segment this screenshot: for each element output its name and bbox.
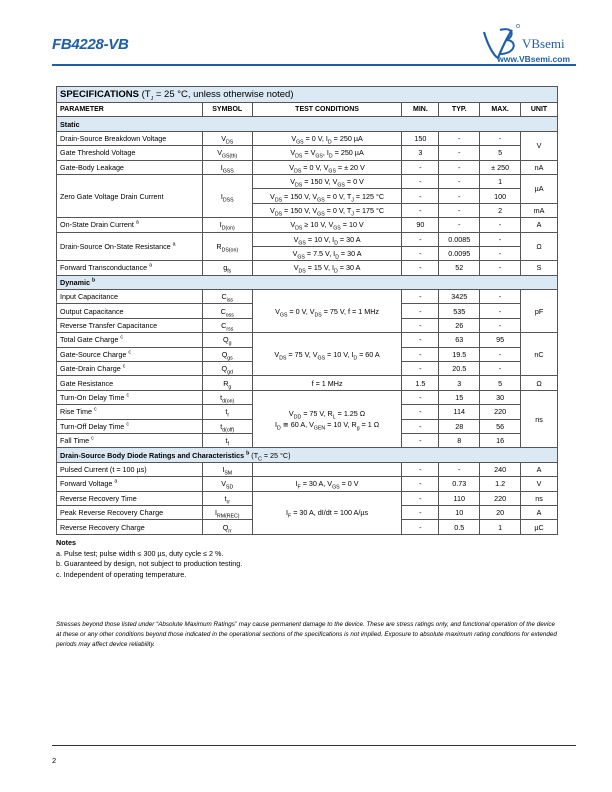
table-cell: Reverse Recovery Charge	[57, 520, 203, 534]
part-number: FB4228-VB	[52, 36, 129, 53]
table-cell: A	[521, 505, 558, 519]
table-cell: -	[402, 505, 439, 519]
table-cell: ns	[521, 491, 558, 505]
table-cell: -	[480, 232, 521, 246]
brand-text: VBsemi	[522, 36, 565, 51]
table-row	[57, 174, 558, 188]
table-cell: Drain-Source Breakdown Voltage	[57, 131, 203, 145]
table-cell: Drain-Source On-State Resistance $^a$	[57, 232, 203, 261]
table-cell: $I_{RM(REC)}$	[202, 505, 252, 519]
table-cell: Turn-Off Delay Time $^c$	[57, 419, 203, 433]
section-static	[57, 117, 558, 131]
table-cell: Forward Voltage $^a$	[57, 477, 203, 491]
table-cell: $I_F = 30$ A, dI/dt = 100 A/µs	[252, 491, 402, 534]
table-cell: 220	[480, 405, 521, 419]
table-cell: Gate-Drain Charge $^c$	[57, 362, 203, 376]
table-cell: -	[402, 203, 439, 217]
table-cell: Gate-Source Charge $^c$	[57, 347, 203, 361]
table-cell: -	[402, 189, 439, 203]
table-cell: µA	[521, 174, 558, 203]
table-cell: -	[402, 477, 439, 491]
table-cell: Gate Resistance	[57, 376, 203, 390]
table-cell: -	[439, 174, 480, 188]
table-cell: µC	[521, 520, 558, 534]
table-cell: $V_{GS} = 7.5$ V, $I_D = 30$ A	[252, 246, 402, 260]
table-cell: mA	[521, 203, 558, 217]
table-row	[57, 462, 558, 476]
table-cell: $C_{rss}$	[202, 318, 252, 332]
table-title-row	[57, 87, 558, 103]
table-cell: -	[402, 232, 439, 246]
note-c: c. Independent of operating temperature.	[56, 569, 187, 579]
table-row	[57, 333, 558, 347]
table-cell: Peak Reverse Recovery Charge	[57, 505, 203, 519]
table-cell: 114	[439, 405, 480, 419]
table-cell: 2	[480, 203, 521, 217]
table-row	[57, 160, 558, 174]
table-cell: $Q_{gd}$	[202, 362, 252, 376]
table-cell: 1	[480, 174, 521, 188]
table-cell: 5	[480, 376, 521, 390]
table-cell: $V_{DS} = 0$ V, $V_{GS}$ = ± 20 V	[252, 160, 402, 174]
table-cell: 63	[439, 333, 480, 347]
table-cell: 150	[402, 131, 439, 145]
table-cell: A	[521, 218, 558, 232]
table-cell: Forward Transconductance $^a$	[57, 261, 203, 275]
table-cell: -	[402, 362, 439, 376]
table-cell: 26	[439, 318, 480, 332]
table-cell: 110	[439, 491, 480, 505]
col-typ: TYP.	[439, 103, 480, 117]
table-cell: -	[402, 419, 439, 433]
table-cell: -	[480, 304, 521, 318]
table-cell: $V_{GS} = 0$ V, $V_{DS} = 75$ V, f = 1 MHz	[252, 290, 402, 333]
table-cell: -	[402, 261, 439, 275]
header-divider	[52, 64, 576, 66]
table-row	[57, 491, 558, 505]
table-cell: 0.0095	[439, 246, 480, 260]
stress-disclaimer: Stresses beyond those listed under “Absolute Maximum Ratings” may cause permanent damage to the device. These are stress ratings only, and functional operation of the device at these or any other conditions beyond those indicated in the operational sections of the specifications is not implied. Exposure to absolute maximum rating conditions for extended periods may affect device reliability.	[56, 621, 557, 648]
table-cell: -	[439, 203, 480, 217]
table-cell: 5	[480, 146, 521, 160]
table-cell: $I_{D(on)}$	[202, 218, 252, 232]
table-cell: 16	[480, 433, 521, 447]
table-cell: Reverse Transfer Capacitance	[57, 318, 203, 332]
table-cell: $V_{DS} \ge 10$ V, $V_{GS} = 10$ V	[252, 218, 402, 232]
note-b: b. Guaranteed by design, not subject to production testing.	[56, 559, 243, 568]
table-cell: 0.0085	[439, 232, 480, 246]
table-cell: $R_{DS(on)}$	[202, 232, 252, 261]
table-cell: $V_{DS}$	[202, 131, 252, 145]
table-cell: 1.2	[480, 477, 521, 491]
table-cell: V	[521, 477, 558, 491]
table-cell: -	[439, 160, 480, 174]
col-unit: UNIT	[521, 103, 558, 117]
table-cell: Pulsed Current (t = 100 µs)	[57, 462, 203, 476]
table-cell: $C_{iss}$	[202, 290, 252, 304]
table-cell: $V_{DS} = 150$ V, $V_{GS} = 0$ V	[252, 174, 402, 188]
table-cell	[252, 462, 402, 476]
table-cell: -	[402, 304, 439, 318]
table-cell: pF	[521, 290, 558, 333]
col-test-conditions: TEST CONDITIONS	[252, 103, 402, 117]
table-row	[57, 131, 558, 145]
table-cell: -	[480, 347, 521, 361]
table-row	[57, 290, 558, 304]
table-cell: -	[439, 131, 480, 145]
table-cell: $V_{SD}$	[202, 477, 252, 491]
table-row	[57, 477, 558, 491]
table-cell: Static	[57, 117, 558, 131]
table-cell: 90	[402, 218, 439, 232]
table-cell: $V_{DS} = 150$ V, $V_{GS} = 0$ V, $T_J = 175$ °C	[252, 203, 402, 217]
table-cell: $C_{oss}$	[202, 304, 252, 318]
table-cell: 8	[439, 433, 480, 447]
table-cell: $t_{d(off)}$	[202, 419, 252, 433]
table-cell: $t_{d(on)}$	[202, 390, 252, 404]
table-cell: Rise Time $^c$	[57, 405, 203, 419]
table-cell: -	[480, 261, 521, 275]
col-max: MAX.	[480, 103, 521, 117]
table-row	[57, 261, 558, 275]
table-cell: 220	[480, 491, 521, 505]
table-cell: 0.73	[439, 477, 480, 491]
col-min: MIN.	[402, 103, 439, 117]
table-cell: -	[402, 491, 439, 505]
table-cell: 30	[480, 390, 521, 404]
table-cell: Fall Time $^c$	[57, 433, 203, 447]
table-cell: $Q_{rr}$	[202, 520, 252, 534]
table-cell: 56	[480, 419, 521, 433]
table-cell: $t_{rr}$	[202, 491, 252, 505]
table-cell: -	[402, 333, 439, 347]
table-cell	[57, 87, 558, 103]
table-cell: 52	[439, 261, 480, 275]
table-row	[57, 232, 558, 246]
table-cell: $I_{SM}$	[202, 462, 252, 476]
table-cell: $g_{fs}$	[202, 261, 252, 275]
table-cell: $I_{GSS}$	[202, 160, 252, 174]
table-cell: nC	[521, 333, 558, 376]
table-row	[57, 146, 558, 160]
website-link[interactable]: www.VBsemi.com	[497, 54, 570, 64]
table-cell: Reverse Recovery Time	[57, 491, 203, 505]
table-cell: $V_{GS} = 10$ V, $I_D = 30$ A	[252, 232, 402, 246]
table-cell: $t_f$	[202, 433, 252, 447]
table-cell: -	[402, 433, 439, 447]
table-cell: $V_{DS} = 150$ V, $V_{GS} = 0$ V, $T_J = 125$ °C	[252, 189, 402, 203]
table-cell: f = 1 MHz	[252, 376, 402, 390]
table-cell: 28	[439, 419, 480, 433]
table-cell: Total Gate Charge $^c$	[57, 333, 203, 347]
table-cell: 1.5	[402, 376, 439, 390]
col-symbol: SYMBOL	[202, 103, 252, 117]
table-cell: -	[402, 174, 439, 188]
table-cell: Ω	[521, 376, 558, 390]
table-cell: On-State Drain Current $^a$	[57, 218, 203, 232]
table-cell: 3	[439, 376, 480, 390]
table-cell: ns	[521, 390, 558, 448]
table-cell: Zero Gate Voltage Drain Current	[57, 174, 203, 217]
table-cell: $Q_g$	[202, 333, 252, 347]
footer-divider	[52, 745, 576, 746]
table-cell: A	[521, 462, 558, 476]
table-cell: 20.5	[439, 362, 480, 376]
table-cell: Output Capacitance	[57, 304, 203, 318]
section-dynamic	[57, 275, 558, 289]
table-cell: -	[480, 131, 521, 145]
section-body-diode	[57, 448, 558, 462]
table-cell: Dynamic $^b$	[57, 275, 558, 289]
table-cell: -	[402, 160, 439, 174]
notes-section	[56, 538, 242, 580]
table-cell: $V_{DS} = V_{GS}$, $I_D = 250$ µA	[252, 146, 402, 160]
table-cell: $V_{DS} = 75$ V, $V_{GS} = 10$ V, $I_D = 60$ A	[252, 333, 402, 376]
column-header-row	[57, 103, 558, 117]
table-cell: Input Capacitance	[57, 290, 203, 304]
table-cell: -	[402, 390, 439, 404]
table-cell: $Q_{gs}$	[202, 347, 252, 361]
table-cell: -	[480, 246, 521, 260]
col-parameter: PARAMETER	[57, 103, 203, 117]
specifications-table	[56, 86, 558, 535]
table-cell: -	[480, 362, 521, 376]
table-title: SPECIFICATIONS	[60, 89, 139, 100]
table-cell: -	[402, 520, 439, 534]
table-cell: -	[480, 318, 521, 332]
table-cell: 19.5	[439, 347, 480, 361]
table-cell: $V_{DD} = 75$ V, $R_L = 1.25$ Ω $I_D$ ≅ 60 A, $V_{GEN} = 10$ V, $R_g = 1$ Ω	[252, 390, 402, 448]
note-a: a. Pulse test; pulse width ≤ 300 µs, duty cycle ≤ 2 %.	[56, 548, 224, 558]
table-cell: S	[521, 261, 558, 275]
table-cell: -	[480, 290, 521, 304]
page-number: 2	[52, 756, 57, 765]
table-cell: 20	[480, 505, 521, 519]
title-condition: ($T_J = 25$ °C, unless otherwise noted)	[141, 89, 294, 102]
table-cell: 535	[439, 304, 480, 318]
table-cell: -	[439, 146, 480, 160]
table-cell: Gate Threshold Voltage	[57, 146, 203, 160]
table-cell: -	[480, 218, 521, 232]
table-cell: Turn-On Delay Time $^c$	[57, 390, 203, 404]
table-row	[57, 218, 558, 232]
table-cell: $I_F = 30$ A, $V_{GS} = 0$ V	[252, 477, 402, 491]
table-cell: 1	[480, 520, 521, 534]
table-cell: 3425	[439, 290, 480, 304]
table-cell: $I_{DSS}$	[202, 174, 252, 217]
table-cell: -	[402, 462, 439, 476]
table-cell: -	[402, 405, 439, 419]
table-cell: Drain-Source Body Diode Ratings and Characteristics $^b$ ($T_C = 25$ °C)	[57, 448, 558, 462]
table-cell: Gate-Body Leakage	[57, 160, 203, 174]
table-cell: ± 250	[480, 160, 521, 174]
table-cell: V	[521, 131, 558, 160]
table-row	[57, 390, 558, 404]
table-cell: 240	[480, 462, 521, 476]
table-cell: $V_{GS(th)}$	[202, 146, 252, 160]
table-cell: 10	[439, 505, 480, 519]
table-cell: $t_r$	[202, 405, 252, 419]
notes-heading: Notes	[56, 538, 76, 547]
table-row	[57, 376, 558, 390]
table-cell: -	[402, 347, 439, 361]
table-cell: $R_g$	[202, 376, 252, 390]
table-cell: nA	[521, 160, 558, 174]
table-cell: 3	[402, 146, 439, 160]
table-cell: -	[402, 246, 439, 260]
table-cell: 0.5	[439, 520, 480, 534]
table-cell: 95	[480, 333, 521, 347]
table-cell: -	[439, 462, 480, 476]
table-cell: -	[439, 218, 480, 232]
table-cell: 15	[439, 390, 480, 404]
table-cell: $V_{GS} = 0$ V, $I_D = 250$ µA	[252, 131, 402, 145]
table-cell: -	[402, 290, 439, 304]
table-cell: -	[439, 189, 480, 203]
table-cell: -	[402, 318, 439, 332]
table-cell: Ω	[521, 232, 558, 261]
table-cell: $V_{DS} = 15$ V, $I_D = 30$ A	[252, 261, 402, 275]
table-cell: 100	[480, 189, 521, 203]
